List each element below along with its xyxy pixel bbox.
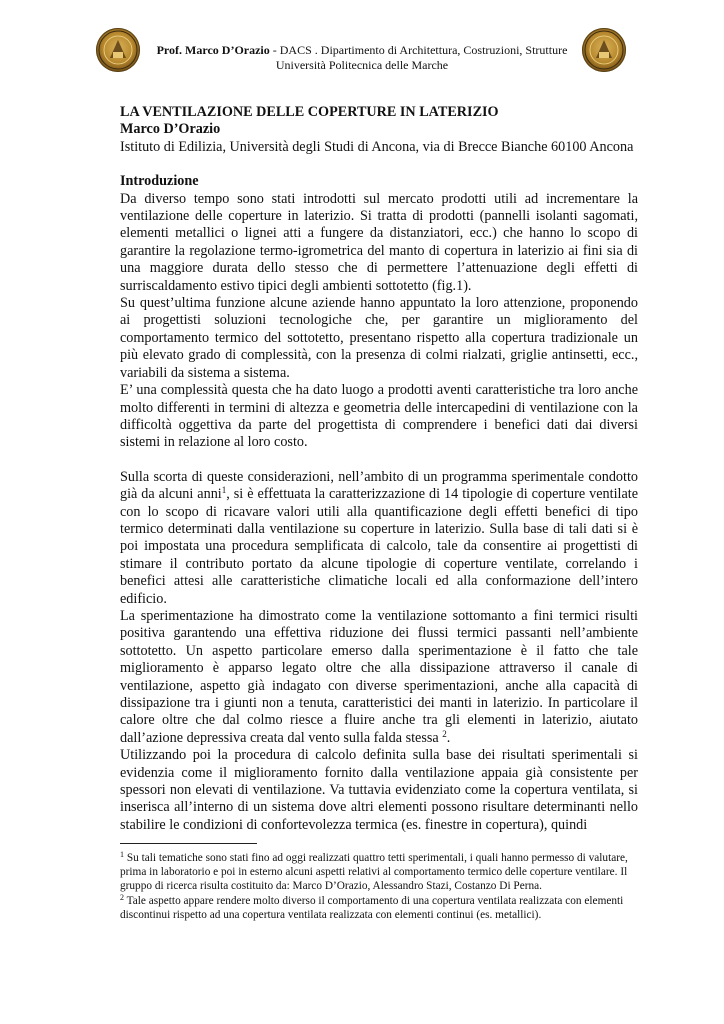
university-seal-icon: [582, 28, 626, 72]
header-line-1: [150, 43, 574, 58]
paper-title: LA VENTILAZIONE DELLE COPERTURE IN LATERIZIO: [120, 104, 499, 120]
paragraph-2: Su quest’ultima funzione alcune aziende hanno appuntato la loro attenzione, proponendo ai progettisti soluzioni tecnologiche che, per garantire un miglioramento del comportamento termico del sottotetto, presentano rispetto alla copertura tradizionale un più elevato grado di complessità, con la presenza di colmi rialzati, griglie antinsetti, ecc., variabili da sistema a sistema.: [120, 295, 638, 381]
paper-affiliation: Istituto di Edilizia, Università degli Studi di Ancona, via di Brecce Bianche 60100 Ancona: [120, 138, 634, 155]
page-header: [150, 43, 574, 73]
paragraph-5: [120, 608, 638, 747]
footnote-ref-1: 1: [221, 485, 227, 496]
paragraph-4: [120, 469, 638, 608]
header-dept: - DACS . Dipartimento di Architettura, Costruzioni, Strutture: [269, 43, 568, 57]
footnote-mark-1: 1: [120, 850, 124, 859]
header-university: Università Politecnica delle Marche: [275, 58, 449, 72]
paper-author: Marco D’Orazio: [120, 121, 221, 138]
footnote-1: [120, 851, 638, 894]
footnote-text-2: Tale aspetto appare rendere molto diverso il comportamento di una copertura ventilata realizzata con elementi discontinui rispetto ad una copertura ventilata realizzata con elementi continui (es. metallici).: [120, 894, 624, 921]
footnotes: [120, 851, 638, 922]
paragraph-4-part-b: , si è effettuata la caratterizzazione di 14 tipologie di coperture ventilate con lo scopo di ricavare valori utili alla quantificazione degli effetti benefici di tipo termico determinati dalla ventilazione su coperture in laterizio. Sulla base di tali dati si è poi impostata una procedura semplificata di calcolo, tale da consentire ai progettisti di stimare il contributo portato da alcune tipologie di coperture ventilate, correlando i benefici attesi alle caratteristiche climatiche locali ed alla conformazione dell’intero edificio.: [120, 486, 638, 607]
paragraph-3: E’ una complessità questa che ha dato luogo a prodotti aventi caratteristiche tra loro anche molto differenti in termini di altezza e geometria delle intercapedini di ventilazione con la difficoltà oggettiva da parte del progettista di comprendere i benefici dati dai diversi sistemi in relazione al loro costo.: [120, 382, 638, 451]
section-title: Introduzione: [120, 173, 199, 190]
paper-body: [120, 104, 638, 834]
paragraph-5-part-a: La sperimentazione ha dimostrato come la ventilazione sottomanto a fini termici risulti positiva garantendo una effettiva riduzione dei flussi termici passanti nell’ambiente sottotetto. Un aspetto particolare emerso dalla sperimentazione è il fatto che tale miglioramento è apparso legato oltre che alla dissipazione attraverso il canale di ventilazione, aspetto già indagato con diverse sperimentazioni, anche alla capacità di dissipazione tra i giunti non a tenuta, caratteristici dei manti in laterizio. In particolare il calore oltre che dal colmo riesce a fluire anche tra gli elementi in laterizio, aiutato dall’azione depressiva creata dal vento sulla falda stessa: [120, 607, 638, 746]
paragraph-1: Da diverso tempo sono stati introdotti sul mercato prodotti utili ad incrementare la ventilazione delle coperture in laterizio. Si tratta di prodotti (pannelli isolanti sagomati, elementi metallici o lignei atti a fungere da distanziatori, ecc.) che hanno lo scopo di garantire la regolazione termo-igrometrica del manto di copertura in laterizio ai fini sia di una maggiore durata dello stesso che di permettere l’attenuazione degli effetti di surriscaldamento estivo tipici degli ambienti sottotetto (fig.1).: [120, 190, 638, 294]
footnote-divider: [120, 843, 257, 844]
footnote-2: [120, 894, 638, 922]
footnote-text-1: Su tali tematiche sono stati fino ad oggi realizzati quattro tetti sperimentali, i quali hanno permesso di valutare, prima in laboratorio e poi in esterno alcuni aspetti relativi al comportamento termico delle coperture ventilare. Il gruppo di ricerca risulta costituito da: Marco D’Orazio, Alessandro Stazi, Costanzo Di Perna.: [120, 852, 628, 893]
footnote-ref-2: 2: [442, 728, 447, 739]
paragraph-4-part-a: Sulla scorta di queste considerazioni, nell’ambito di un programma sperimentale condotto già da alcuni anni: [120, 468, 638, 503]
header-author: Prof. Marco D’Orazio: [156, 43, 270, 57]
paragraph-5-part-b: .: [446, 729, 451, 746]
paragraph-6: Utilizzando poi la procedura di calcolo definita sulla base dei risultati sperimentali si evidenzia come il miglioramento fornito dalla ventilazione appaia già consistente per spessori non elevati di ventilazione. Va tuttavia evidenziato come la copertura ventilata, si inserisca all’interno di un sistema dove altri elementi possono risultare determinanti nello stabilire le condizioni di confortevolezza termica (es. finestre in copertura), quindi: [120, 747, 638, 833]
university-seal-icon: [96, 28, 140, 72]
footnote-mark-2: 2: [120, 892, 124, 902]
